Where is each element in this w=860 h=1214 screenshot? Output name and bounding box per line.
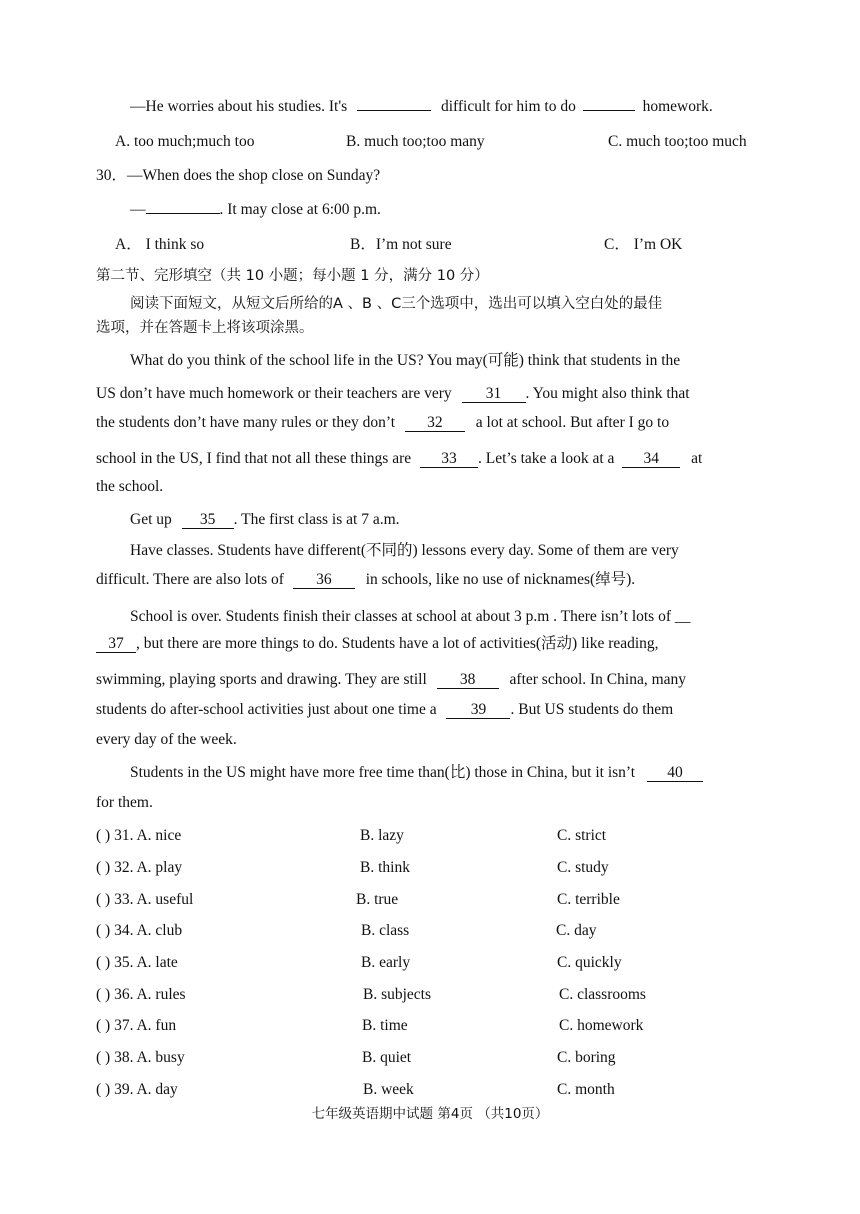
question-37-option-c: C. homework xyxy=(559,1017,644,1034)
passage-p1-line1: What do you think of the school life in the US? You may(可能) think that students in the xyxy=(130,352,681,369)
blank-33: 33 xyxy=(420,450,478,468)
q29-end: homework. xyxy=(642,98,713,115)
question-31-option-b: B. lazy xyxy=(360,827,404,844)
text: , but there are more things to do. Students have a lot of activities(活动) like reading, xyxy=(136,635,659,652)
passage-p5-line2: for them. xyxy=(96,794,153,811)
text: . The first class is at 7 a.m. xyxy=(233,511,400,528)
question-36-option-c: C. classrooms xyxy=(559,986,646,1003)
question-37-option-b: B. time xyxy=(362,1017,408,1034)
blank-39: 39 xyxy=(446,701,510,719)
q30-option-a: A． I think so xyxy=(115,236,205,253)
question-38-option-c: C. boring xyxy=(557,1049,616,1066)
text: in schools, like no use of nicknames(绰号). xyxy=(365,571,636,588)
section-heading: 第二节、完形填空（共 10 小题；每小题 1 分，满分 10 分） xyxy=(96,268,489,284)
blank-31: 31 xyxy=(462,385,526,403)
question-35-option-c: C. quickly xyxy=(557,954,622,971)
q29-blank-1 xyxy=(357,110,431,111)
q30-number: 30． xyxy=(96,167,128,184)
q29-mid: difficult for him to do xyxy=(440,98,576,115)
blank-40: 40 xyxy=(647,764,703,782)
blank-32: 32 xyxy=(405,414,465,432)
text: students do after-school activities just about one time a xyxy=(96,701,437,718)
blank-38: 38 xyxy=(437,671,499,689)
question-32-option-b: B. think xyxy=(360,859,410,876)
text: . Let’s take a look at a xyxy=(477,450,615,467)
q29-option-b: B. much too;too many xyxy=(346,133,485,150)
question-34-option-c: C. day xyxy=(556,922,597,939)
q30-answer-rest: . It may close at 6:00 p.m. xyxy=(219,201,381,218)
passage-p1-line3 xyxy=(96,413,669,433)
question-31-option-c: C. strict xyxy=(557,827,607,844)
passage-p4-line1: School is over. Students finish their classes at school at about 3 p.m . There isn’t lots of __ xyxy=(130,608,691,625)
question-39-option-b: B. week xyxy=(363,1081,414,1098)
blank-37: 37 xyxy=(96,635,136,653)
question-38-option-b: B. quiet xyxy=(362,1049,412,1066)
text: . You might also think that xyxy=(525,385,690,402)
passage-p2 xyxy=(130,510,400,530)
q29-option-a: A. too much;much too xyxy=(115,133,255,150)
q29-option-c: C. much too;too much xyxy=(608,133,747,150)
passage-p5-line1 xyxy=(130,763,703,783)
question-33: ( ) 33. A. useful xyxy=(96,891,194,908)
section-instruction-2: 选项，并在答题卡上将该项涂黑。 xyxy=(96,320,314,336)
passage-p4-line4 xyxy=(96,700,673,720)
q30-question: —When does the shop close on Sunday? xyxy=(127,167,381,184)
q29-blank-2 xyxy=(583,110,635,111)
passage-p1-line5: the school. xyxy=(96,478,164,495)
blank-35: 35 xyxy=(182,511,234,529)
text: a lot at school. But after I go to xyxy=(475,414,670,431)
text: US don’t have much homework or their teachers are very xyxy=(96,385,452,402)
question-35: ( ) 35. A. late xyxy=(96,954,178,971)
text: difficult. There are also lots of xyxy=(96,571,284,588)
q29-line xyxy=(130,97,713,117)
question-34: ( ) 34. A. club xyxy=(96,922,183,939)
text: the students don’t have many rules or they don’t xyxy=(96,414,396,431)
q30-option-b: B．I’m not sure xyxy=(350,236,452,253)
blank-34: 34 xyxy=(622,450,680,468)
text: . But US students do them xyxy=(510,701,674,718)
question-39: ( ) 39. A. day xyxy=(96,1081,178,1098)
q30-option-c: C． I’m OK xyxy=(604,236,683,253)
question-33-option-b: B. true xyxy=(356,891,399,908)
question-38: ( ) 38. A. busy xyxy=(96,1049,185,1066)
question-35-option-b: B. early xyxy=(361,954,411,971)
passage-p3-line2 xyxy=(96,570,635,590)
passage-p3-line1: Have classes. Students have different(不同的) lessons every day. Some of them are very xyxy=(130,542,679,559)
text: Students in the US might have more free time than(比) those in China, but it isn’t xyxy=(130,764,636,781)
question-36-option-b: B. subjects xyxy=(363,986,432,1003)
question-33-option-c: C. terrible xyxy=(557,891,620,908)
q30-line xyxy=(96,166,380,186)
q30-dash: — xyxy=(130,201,146,218)
question-37: ( ) 37. A. fun xyxy=(96,1017,177,1034)
question-32-option-c: C. study xyxy=(557,859,609,876)
question-34-option-b: B. class xyxy=(361,922,410,939)
blank-36: 36 xyxy=(293,571,355,589)
passage-p4-line2 xyxy=(96,634,659,654)
q30-blank xyxy=(146,213,220,214)
q29-text: —He worries about his studies. It's xyxy=(130,98,348,115)
page-footer: 七年级英语期中试题 第4页 （共10页） xyxy=(311,1106,549,1122)
question-32: ( ) 32. A. play xyxy=(96,859,183,876)
passage-p4-line3 xyxy=(96,670,686,690)
question-39-option-c: C. month xyxy=(557,1081,615,1098)
text: Get up xyxy=(130,511,172,528)
question-36: ( ) 36. A. rules xyxy=(96,986,186,1003)
section-instruction-1: 阅读下面短文，从短文后所给的A 、B 、C三个选项中，选出可以填入空白处的最佳 xyxy=(130,296,663,312)
text: at xyxy=(691,450,703,467)
question-31: ( ) 31. A. nice xyxy=(96,827,182,844)
text: after school. In China, many xyxy=(509,671,687,688)
passage-p1-line4 xyxy=(96,449,702,469)
passage-p4-line5: every day of the week. xyxy=(96,731,237,748)
q30-answer-line xyxy=(130,200,381,220)
text: school in the US, I find that not all these things are xyxy=(96,450,412,467)
passage-p1-line2 xyxy=(96,384,690,404)
text: swimming, playing sports and drawing. They are still xyxy=(96,671,427,688)
